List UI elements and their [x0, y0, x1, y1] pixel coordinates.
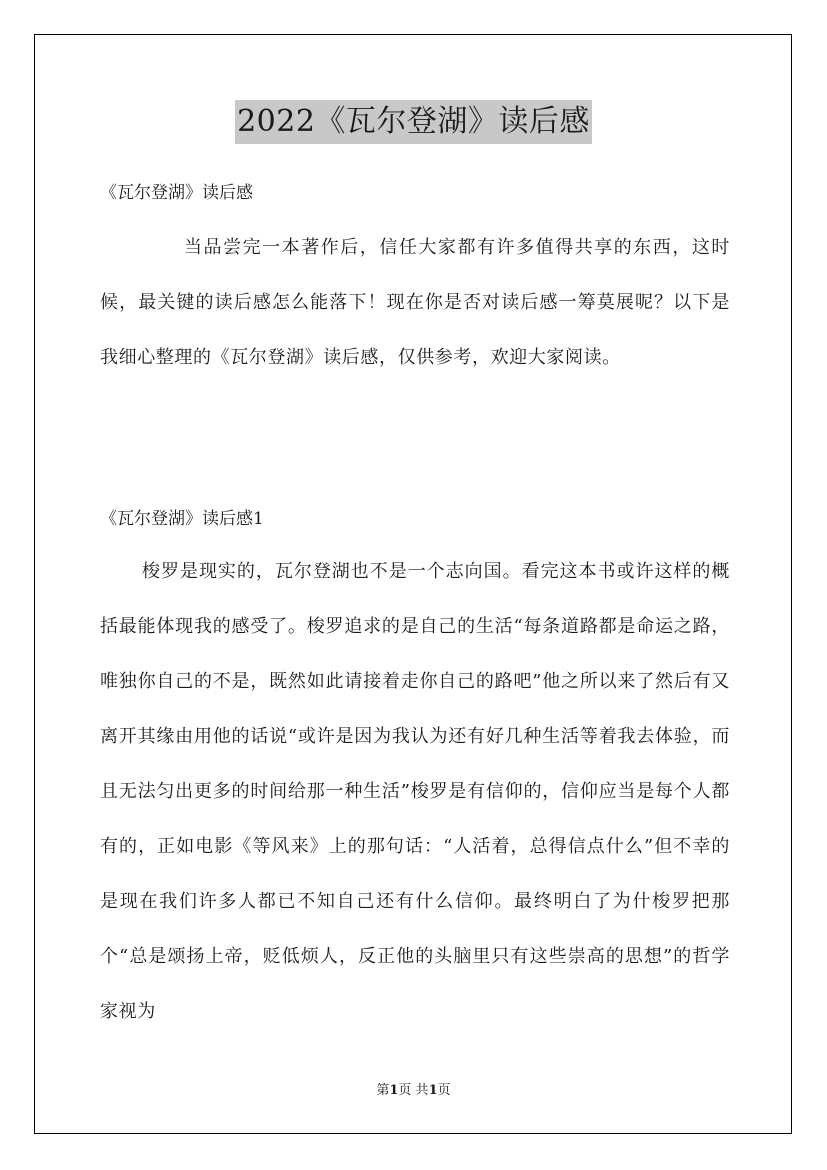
footer-prefix: 第 — [376, 1083, 390, 1098]
document-title-text: 2022《瓦尔登湖》读后感 — [235, 100, 592, 144]
document-title — [0, 100, 827, 144]
section-1-paragraph: 梭罗是现实的，瓦尔登湖也不是一个志向国。看完这本书或许这样的概括最能体现我的感受了。梭罗追求的是自己的生活“每条道路都是命运之路，唯独你自己的不是，既然如此请接着走你自己的路吧”他之所以来了然后有又离开其缘由用他的话说“或许是因为我认为还有好几种生活等着我去体验，而且无法匀出更多的时间给那一种生活”梭罗是有信仰的，信仰应当是每个人都有的，正如电影《等风来》上的那句话：“人活着，总得信点什么”但不幸的是现在我们许多人都已不知自己还有什么信仰。最终明白了为什梭罗把那个“总是颂扬上帝，贬低烦人，反正他的头脑里只有这些崇高的思想”的哲学家视为 — [100, 561, 730, 1022]
document-subtitle: 《瓦尔登湖》读后感 — [100, 183, 253, 203]
footer-mid: 页 共 — [398, 1083, 429, 1098]
footer-current-page: 1 — [389, 1083, 399, 1098]
footer-suffix: 页 — [437, 1083, 451, 1098]
intro-paragraph: 当品尝完一本著作后，信任大家都有许多值得共享的东西，这时候，最关键的读后感怎么能落下！现在你是否对读后感一筹莫展呢？以下是我细心整理的《瓦尔登湖》读后感，仅供参考，欢迎大家阅读。 — [100, 237, 730, 368]
page-footer — [0, 1082, 827, 1100]
footer-total-pages: 1 — [428, 1083, 438, 1098]
section-1-heading: 《瓦尔登湖》读后感1 — [100, 509, 264, 529]
